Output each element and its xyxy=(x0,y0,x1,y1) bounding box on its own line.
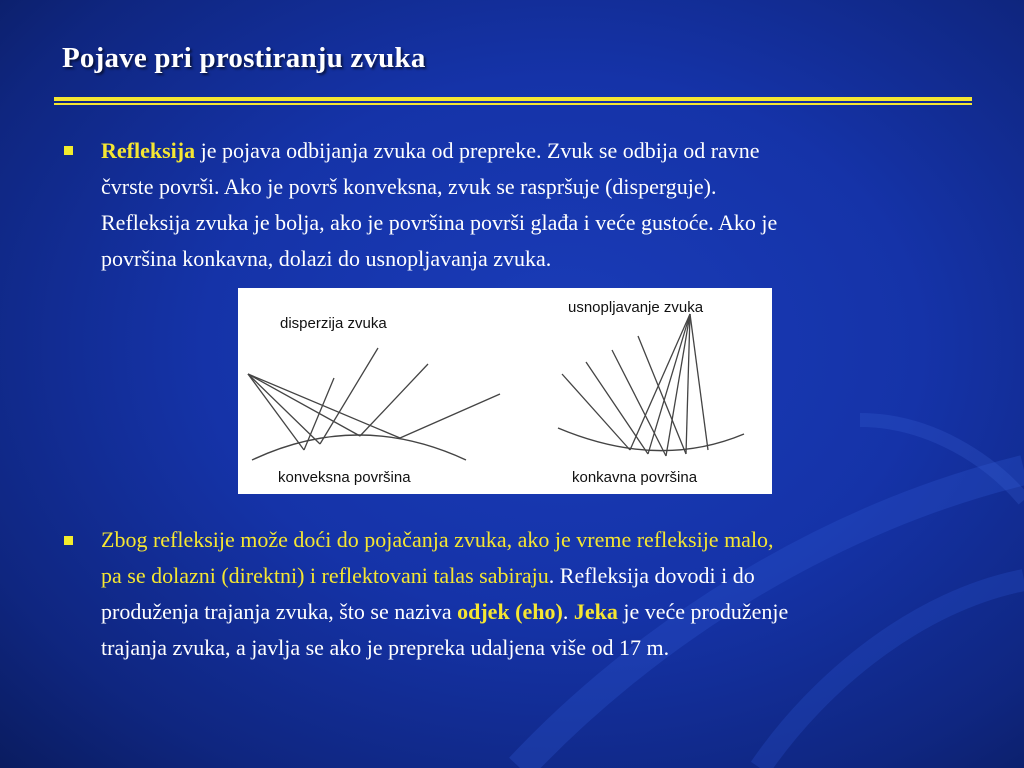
bullet-marker-2 xyxy=(64,536,73,545)
paragraph-reflection xyxy=(101,133,981,277)
text-span: produženja trajanja zvuka, što se naziva xyxy=(101,599,458,624)
paragraph-line: Refleksija zvuka je bolja, ako je površina površi glađa i veće gustoće. Ako je xyxy=(101,210,778,235)
paragraph-line: trajanja zvuka, a javlja se ako je prepreka udaljena više od 17 m. xyxy=(101,635,670,660)
bullet-marker-1 xyxy=(64,146,73,155)
reflection-figure xyxy=(238,288,772,494)
paragraph-line xyxy=(101,133,981,169)
term-odjek: odjek (eho) xyxy=(457,599,563,624)
concave-surface xyxy=(558,428,744,451)
term-refleksija: Refleksija xyxy=(101,138,196,163)
paragraph-echo xyxy=(101,522,981,666)
page-title: Pojave pri prostiranju zvuka xyxy=(62,42,426,74)
label-konveksna: konveksna površina xyxy=(278,469,411,486)
text-span: je pojava odbijanja zvuka od prepreke. Zvuk se odbija od ravne xyxy=(195,138,760,163)
text-span: . xyxy=(562,599,574,624)
reflection-diagram xyxy=(238,288,772,494)
paragraph-line xyxy=(101,558,981,594)
title-underline-thin xyxy=(54,103,972,105)
paragraph-line: površina konkavna, dolazi do usnopljavanja zvuka. xyxy=(101,246,552,271)
text-span: je veće produženje xyxy=(617,599,789,624)
focusing-rays xyxy=(562,314,708,456)
paragraph-line: čvrste površi. Ako je površ konveksna, zvuk se raspršuje (disperguje). xyxy=(101,174,717,199)
dispersion-rays xyxy=(248,348,500,450)
text-span-yellow: pa se dolazni (direktni) i reflektovani talas sabiraju xyxy=(101,563,549,588)
convex-surface xyxy=(252,435,466,460)
label-konkavna: konkavna površina xyxy=(572,469,698,486)
paragraph-line xyxy=(101,594,981,630)
paragraph-line: Zbog refleksije može doći do pojačanja zvuka, ako je vreme refleksije malo, xyxy=(101,527,774,552)
title-underline xyxy=(54,97,972,101)
term-jeka: Jeka xyxy=(573,599,618,624)
label-usnopljavanje: usnopljavanje zvuka xyxy=(568,299,704,316)
label-disperzija: disperzija zvuka xyxy=(280,315,387,332)
text-span: . Refleksija dovodi i do xyxy=(548,563,755,588)
